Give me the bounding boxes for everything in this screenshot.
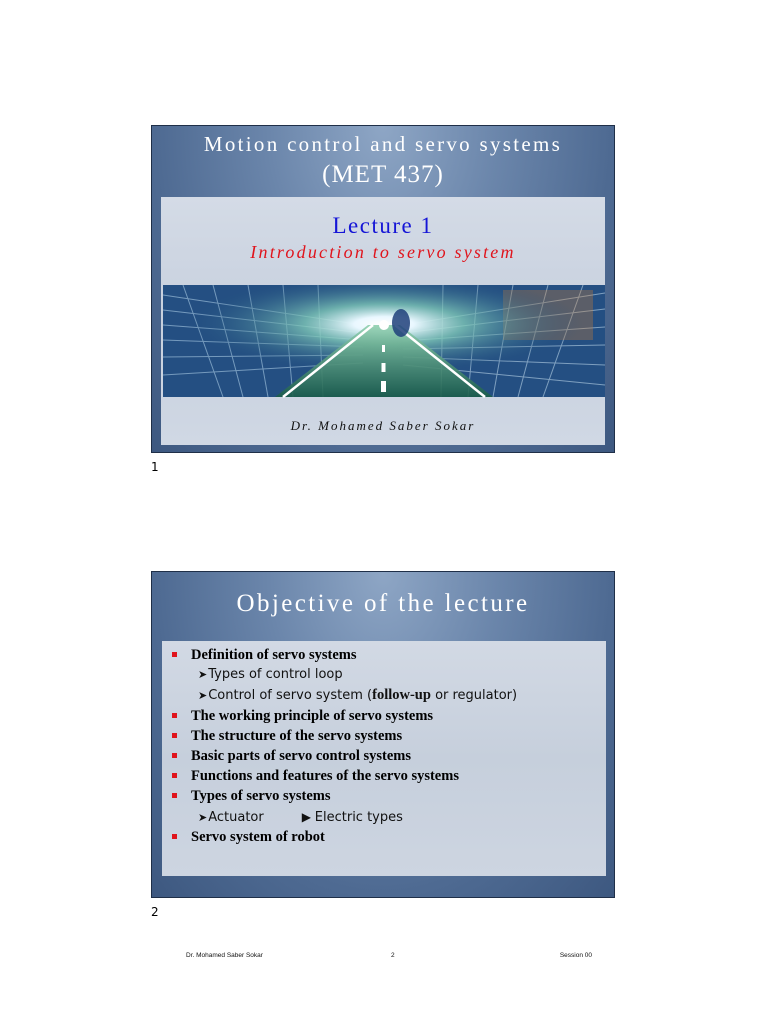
lecture-number: Lecture 1 [332, 213, 434, 238]
sub-list-item [168, 665, 598, 685]
list-item [168, 786, 598, 806]
slide-1 [151, 125, 615, 453]
slide-2-title: Objective of the lecture [236, 590, 530, 617]
slide-footer [162, 952, 606, 962]
arrow-bullet-icon: ➤ [198, 668, 208, 682]
sub-item-text-bold: follow-up [372, 687, 431, 704]
square-bullet-icon [172, 773, 177, 778]
list-item [168, 827, 598, 847]
triangle-bullet-icon: ▶ [301, 809, 315, 824]
list-item [168, 746, 598, 766]
course-code: (MET 437) [322, 161, 444, 188]
glass-building-image [163, 285, 605, 397]
sub-item-text-right: Electric types [314, 809, 403, 825]
list-item-text: Definition of servo systems [191, 647, 357, 663]
slide-1-content-panel [161, 197, 605, 445]
footer-author: Dr. Mohamed Saber Sokar [186, 952, 263, 959]
author-name: Dr. Mohamed Saber Sokar [290, 418, 476, 433]
course-title: Motion control and servo systems [203, 132, 563, 156]
sub-list-item [168, 807, 598, 827]
sub-list-item [168, 685, 598, 705]
sub-item-text-pre: Control of servo system ( [208, 688, 373, 704]
sub-item-text-post: or regulator) [430, 688, 518, 704]
square-bullet-icon [172, 834, 177, 839]
square-bullet-icon [172, 652, 177, 657]
glass-building-illustration [163, 285, 605, 397]
list-item-text: The structure of the servo systems [191, 727, 403, 744]
square-bullet-icon [172, 713, 177, 718]
slide-2-content-panel [162, 641, 606, 959]
list-item-text: Types of servo systems [191, 788, 331, 805]
slide-2 [151, 571, 615, 959]
list-item-text: Servo system of robot [191, 828, 325, 845]
arrow-bullet-icon: ➤ [198, 810, 208, 824]
page-number-2: 2 [151, 905, 159, 919]
lecture-subtitle: Introduction to servo system [250, 242, 516, 262]
footer-slide-number: 2 [391, 952, 395, 959]
arrow-bullet-icon: ➤ [198, 689, 208, 703]
square-bullet-icon [172, 793, 177, 798]
list-item-text: Functions and features of the servo systems [191, 768, 459, 785]
list-item [168, 766, 598, 786]
page-number-1: 1 [151, 460, 159, 474]
sub-item-text: Types of control loop [208, 667, 343, 683]
list-item-text: Basic parts of servo control systems [191, 747, 412, 764]
footer-session: Session 00 [559, 952, 592, 959]
list-item-text: The working principle of servo systems [191, 707, 434, 724]
sub-item-text-left: Actuator [208, 809, 264, 825]
square-bullet-icon [172, 733, 177, 738]
list-item [168, 706, 598, 726]
square-bullet-icon [172, 753, 177, 758]
objective-list [168, 645, 598, 847]
list-item [168, 726, 598, 746]
list-item [168, 645, 598, 665]
